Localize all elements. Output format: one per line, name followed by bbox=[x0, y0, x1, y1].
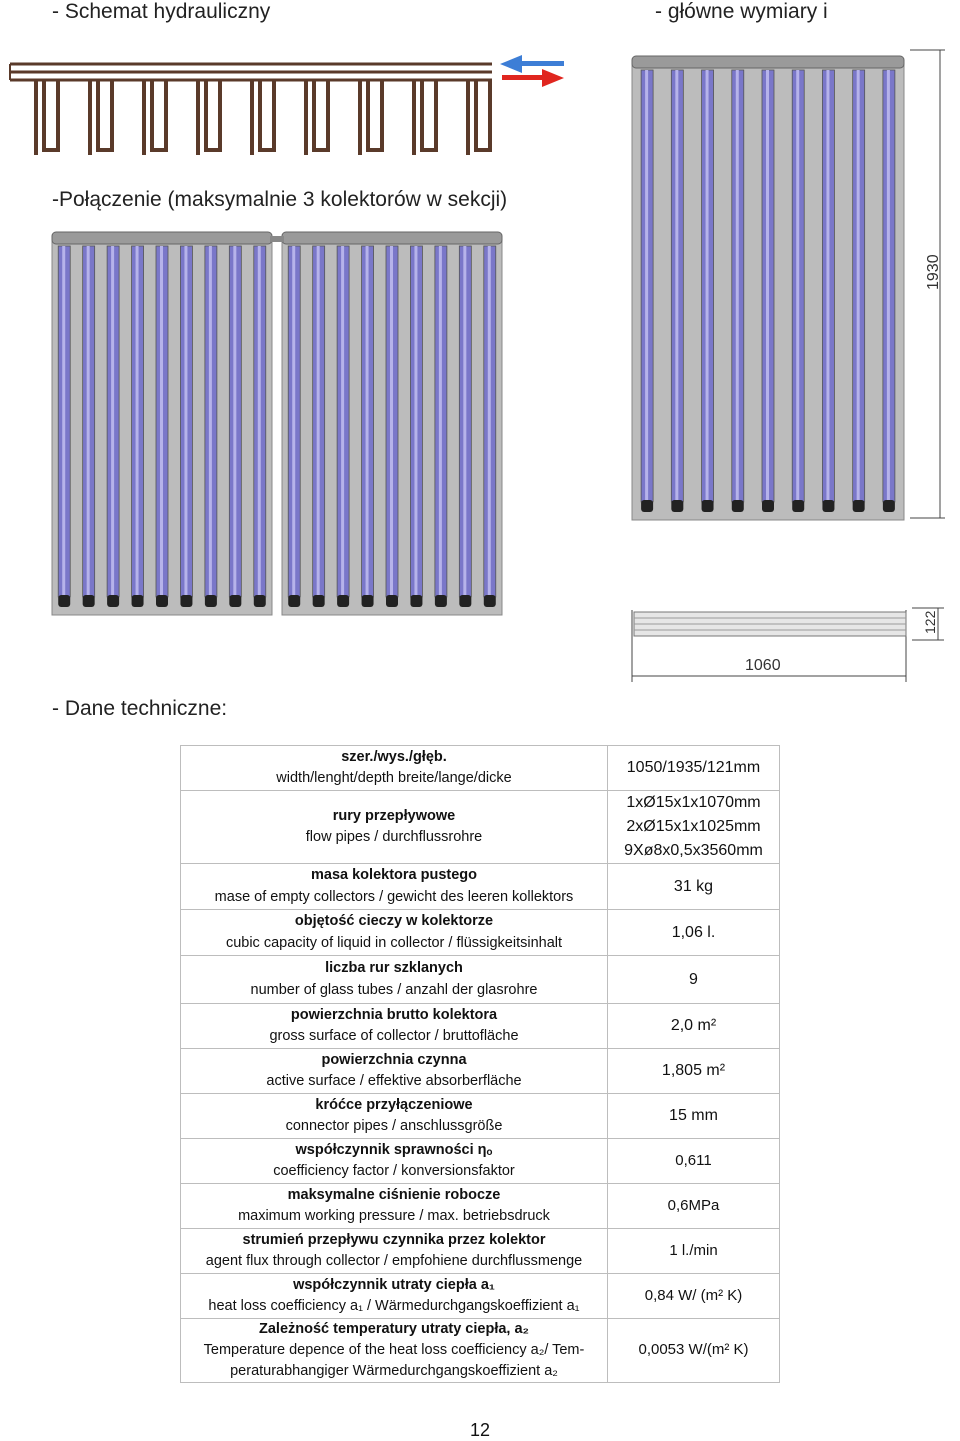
spec-label-en: active surface / effektive absorberfläche bbox=[266, 1073, 522, 1089]
tube-end-cap bbox=[313, 595, 325, 607]
spec-label-pl: współczynnik utraty ciepła a₁ bbox=[293, 1276, 495, 1293]
tube-end-cap bbox=[792, 500, 804, 512]
tube-end-cap bbox=[288, 595, 300, 607]
spec-value-line: 1,805 m² bbox=[661, 1062, 726, 1079]
spec-label bbox=[181, 1184, 608, 1229]
spec-label-pl: współczynnik sprawności ηₒ bbox=[295, 1141, 493, 1158]
spec-value-line: 1 l./min bbox=[669, 1241, 718, 1259]
spec-label-en: agent flux through collector / empfohiene durchflussmenge bbox=[205, 1253, 583, 1269]
glass-tube-highlight bbox=[706, 70, 709, 502]
glass-tube-highlight bbox=[366, 246, 369, 597]
glass-tube-highlight bbox=[160, 246, 163, 597]
spec-label-en: width/lenght/depth breite/lange/dicke bbox=[276, 770, 512, 786]
spec-label-en: coefficiency factor / konversionsfaktor bbox=[273, 1163, 515, 1179]
spec-label-pl: objętość cieczy w kolektorze bbox=[294, 913, 494, 930]
collector-coupling bbox=[270, 236, 284, 242]
spec-value-line: 0,0053 W/(m² K) bbox=[638, 1341, 749, 1359]
spec-row bbox=[181, 1229, 780, 1274]
spec-label bbox=[181, 1004, 608, 1049]
collector-header bbox=[52, 232, 272, 244]
spec-value-line: 9Xø8x0,5x3560mm bbox=[624, 842, 763, 859]
spec-value bbox=[608, 910, 780, 956]
tube-end-cap bbox=[337, 595, 349, 607]
spec-label bbox=[181, 1274, 608, 1319]
spec-value bbox=[608, 1229, 780, 1274]
spec-value bbox=[608, 956, 780, 1004]
spec-label bbox=[181, 1319, 608, 1383]
spec-label-en: cubic capacity of liquid in collector / flüssigkeitsinhalt bbox=[225, 934, 563, 951]
dimensions-heading: - główne wymiary i bbox=[655, 0, 828, 23]
tube-end-cap bbox=[362, 595, 374, 607]
spec-row bbox=[181, 1094, 780, 1139]
glass-tube-highlight bbox=[826, 70, 829, 502]
u-loop bbox=[360, 80, 382, 155]
spec-row bbox=[181, 1184, 780, 1229]
depth-dimension-label: 122 bbox=[922, 610, 938, 634]
tube-end-cap bbox=[83, 595, 95, 607]
connected-collectors-drawing bbox=[52, 232, 502, 615]
spec-value bbox=[608, 746, 780, 791]
spec-value-line: 15 mm bbox=[669, 1107, 718, 1124]
tube-end-cap bbox=[641, 500, 653, 512]
tech-data-heading: - Dane techniczne: bbox=[52, 697, 228, 720]
glass-tube-highlight bbox=[292, 246, 295, 597]
spec-row bbox=[181, 910, 780, 956]
tube-end-cap bbox=[410, 595, 422, 607]
glass-tube-highlight bbox=[488, 246, 491, 597]
u-loop bbox=[414, 80, 436, 155]
glass-tube-highlight bbox=[111, 246, 114, 597]
spec-row bbox=[181, 1319, 780, 1383]
tube-end-cap bbox=[822, 500, 834, 512]
tube-end-cap bbox=[254, 595, 266, 607]
spec-value bbox=[608, 1274, 780, 1319]
spec-label-pl: króćce przyłączeniowe bbox=[315, 1096, 473, 1113]
spec-value-line: 1050/1935/121mm bbox=[626, 759, 761, 776]
spec-value-line: 1xØ15x1x1070mm bbox=[626, 794, 761, 811]
spec-label-en: number of glass tubes / anzahl der glasrohre bbox=[250, 981, 538, 998]
u-loop bbox=[306, 80, 328, 155]
glass-tube-highlight bbox=[736, 70, 739, 502]
collector-header bbox=[632, 56, 904, 68]
spec-value bbox=[608, 1049, 780, 1094]
flow-arrows bbox=[500, 55, 564, 87]
glass-tube-highlight bbox=[414, 246, 417, 597]
u-loop bbox=[36, 80, 58, 155]
glass-tube-highlight bbox=[796, 70, 799, 502]
glass-tube-highlight bbox=[62, 246, 65, 597]
tube-end-cap bbox=[762, 500, 774, 512]
spec-label-pl: szer./wys./głęb. bbox=[341, 748, 447, 765]
spec-label bbox=[181, 864, 608, 910]
glass-tube-highlight bbox=[857, 70, 860, 502]
tube-end-cap bbox=[484, 595, 496, 607]
spec-label bbox=[181, 1229, 608, 1274]
spec-label-en: Temperature depence of the heat loss coefficiency a₂/ Tem- peraturabhangiger Wärmedurchgangskoeffizient a₂ bbox=[203, 1342, 585, 1380]
spec-label bbox=[181, 1094, 608, 1139]
collector-dimension-drawing bbox=[632, 56, 904, 520]
width-dimension-label: 1060 bbox=[745, 657, 781, 674]
page-number: 12 bbox=[469, 1420, 491, 1440]
glass-tube-highlight bbox=[317, 246, 320, 597]
glass-tube-highlight bbox=[645, 70, 648, 502]
spec-label-pl: masa kolektora pustego bbox=[311, 867, 477, 884]
spec-value-line: 0,611 bbox=[675, 1151, 712, 1169]
u-loop bbox=[252, 80, 274, 155]
glass-tube-highlight bbox=[887, 70, 890, 502]
tube-end-cap bbox=[883, 500, 895, 512]
spec-label-pl: liczba rur szklanych bbox=[325, 960, 463, 977]
tube-end-cap bbox=[386, 595, 398, 607]
spec-label-pl: strumień przepływu czynnika przez kolektor bbox=[242, 1231, 546, 1248]
spec-value-line: 0,6MPa bbox=[667, 1196, 720, 1214]
spec-value-line: 0,84 W/ (m² K) bbox=[644, 1286, 743, 1304]
glass-tube-highlight bbox=[675, 70, 678, 502]
tube-end-cap bbox=[107, 595, 119, 607]
spec-row bbox=[181, 956, 780, 1004]
spec-row bbox=[181, 746, 780, 791]
spec-label-en: heat loss coefficiency a₁ / Wärmedurchgangskoeffizient a₁ bbox=[208, 1298, 580, 1314]
glass-tube-highlight bbox=[184, 246, 187, 597]
spec-value-line: 1,06 l. bbox=[671, 923, 716, 941]
tube-end-cap bbox=[156, 595, 168, 607]
tube-end-cap bbox=[435, 595, 447, 607]
u-loop bbox=[90, 80, 112, 155]
glass-tube-highlight bbox=[233, 246, 236, 597]
spec-row bbox=[181, 864, 780, 910]
spec-label-pl: maksymalne ciśnienie robocze bbox=[287, 1186, 501, 1203]
tube-end-cap bbox=[58, 595, 70, 607]
u-loop bbox=[198, 80, 220, 155]
spec-label-en: connector pipes / anschlussgröße bbox=[285, 1118, 503, 1134]
height-dimension-label: 1930 bbox=[925, 254, 942, 290]
spec-label bbox=[181, 1139, 608, 1184]
spec-value-line: 31 kg bbox=[673, 877, 714, 895]
tube-end-cap bbox=[671, 500, 683, 512]
collector-side-view bbox=[634, 612, 906, 636]
spec-label-pl: powierzchnia czynna bbox=[321, 1051, 467, 1068]
spec-label-en: mase of empty collectors / gewicht des leeren kollektors bbox=[214, 888, 574, 905]
tube-end-cap bbox=[702, 500, 714, 512]
u-loop-pipes bbox=[36, 80, 490, 155]
spec-label-pl: Zależność temperatury utraty ciepła, a₂ bbox=[259, 1321, 529, 1337]
spec-label bbox=[181, 956, 608, 1004]
spec-row bbox=[181, 1004, 780, 1049]
spec-label bbox=[181, 1049, 608, 1094]
spec-label-pl: rury przepływowe bbox=[332, 807, 456, 824]
tube-end-cap bbox=[132, 595, 144, 607]
collector-header bbox=[282, 232, 502, 244]
spec-row bbox=[181, 1139, 780, 1184]
glass-tube-highlight bbox=[390, 246, 393, 597]
spec-label bbox=[181, 791, 608, 864]
spec-value bbox=[608, 864, 780, 910]
spec-value bbox=[608, 1094, 780, 1139]
glass-tube-highlight bbox=[463, 246, 466, 597]
tube-end-cap bbox=[180, 595, 192, 607]
spec-label bbox=[181, 746, 608, 791]
tube-end-cap bbox=[732, 500, 744, 512]
u-loop bbox=[144, 80, 166, 155]
pipe-manifold bbox=[10, 64, 492, 80]
tube-end-cap bbox=[205, 595, 217, 607]
glass-tube-highlight bbox=[258, 246, 261, 597]
glass-tube-highlight bbox=[136, 246, 139, 597]
spec-label-en: maximum working pressure / max. betriebsdruck bbox=[238, 1208, 550, 1224]
spec-row bbox=[181, 1274, 780, 1319]
spec-label-pl: powierzchnia brutto kolektora bbox=[290, 1006, 498, 1023]
u-loop bbox=[468, 80, 490, 155]
spec-value-line: 2,0 m² bbox=[670, 1017, 717, 1034]
spec-label bbox=[181, 910, 608, 956]
spec-value bbox=[608, 1319, 780, 1383]
tube-end-cap bbox=[229, 595, 241, 607]
spec-value bbox=[608, 1184, 780, 1229]
glass-tube-highlight bbox=[209, 246, 212, 597]
spec-value bbox=[608, 1139, 780, 1184]
spec-value-line: 9 bbox=[689, 970, 698, 988]
technical-data-table bbox=[180, 745, 780, 1383]
connection-heading: -Połączenie (maksymalnie 3 kolektorów w sekcji) bbox=[52, 188, 508, 211]
glass-tube-highlight bbox=[87, 246, 90, 597]
glass-tube-highlight bbox=[439, 246, 442, 597]
glass-tube-highlight bbox=[766, 70, 769, 502]
spec-label-en: gross surface of collector / bruttofläche bbox=[269, 1028, 519, 1044]
hydraulic-scheme-heading: - Schemat hydrauliczny bbox=[52, 0, 271, 23]
spec-label-en: flow pipes / durchflussrohre bbox=[305, 829, 483, 845]
tube-end-cap bbox=[853, 500, 865, 512]
spec-value bbox=[608, 791, 780, 864]
spec-value bbox=[608, 1004, 780, 1049]
spec-row bbox=[181, 1049, 780, 1094]
tube-end-cap bbox=[459, 595, 471, 607]
spec-value-line: 2xØ15x1x1025mm bbox=[626, 818, 761, 835]
spec-row bbox=[181, 791, 780, 864]
glass-tube-highlight bbox=[341, 246, 344, 597]
